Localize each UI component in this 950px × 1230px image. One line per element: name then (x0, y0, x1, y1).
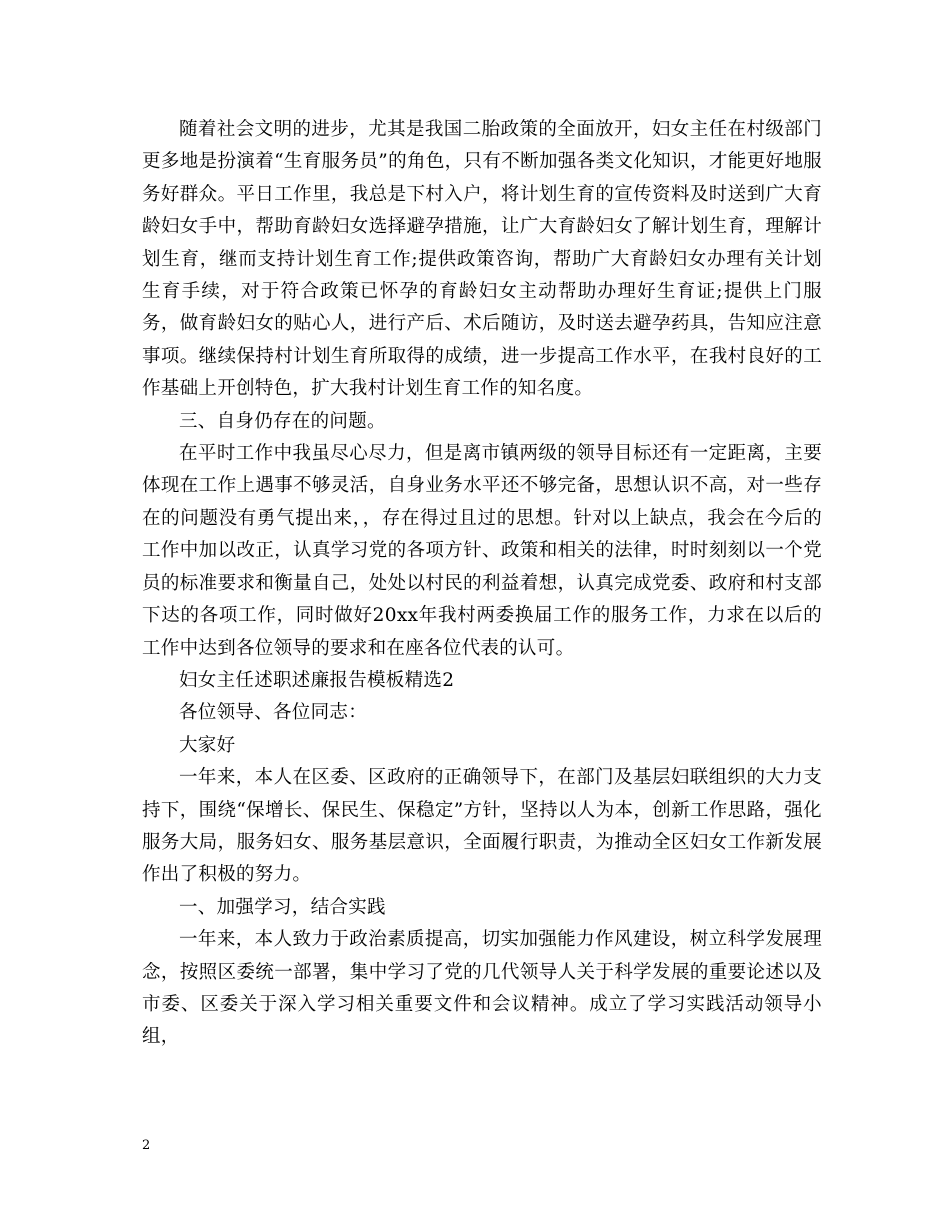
document-body (142, 114, 822, 1054)
paragraph-shortcomings: 在平时工作中我虽尽心尽力，但是离市镇两级的领导目标还有一定距离，主要体现在工作上遇事不够灵活，自身业务水平还不够完备，思想认识不高，对一些存在的问题没有勇气提出来，，存在得过且过的思想。针对以上缺点，我会在今后的工作中加以改正，认真学习党的各项方针、政策和相关的法律，时时刻刻以一个党员的标准要求和衡量自己，处处以村民的利益着想，认真完成党委、政府和村支部下达的各项工作，同时做好20xx年我村两委换届工作的服务工作，力求在以后的工作中达到各位领导的要求和在座各位代表的认可。 (142, 443, 822, 659)
paragraph-year-summary: 一年来，本人在区委、区政府的正确领导下，在部门及基层妇联组织的大力支持下，围绕“保增长、保民生、保稳定”方针，坚持以人为本，创新工作思路，强化服务大局，服务妇女、服务基层意识，全面履行职责，为推动全区妇女工作新发展作出了积极的努力。 (142, 767, 822, 886)
greeting: 大家好 (179, 734, 236, 756)
section-title-report-2: 妇女主任述职述廉报告模板精选2 (179, 669, 455, 691)
heading-study-practice: 一、加强学习，结合实践 (179, 896, 386, 918)
paragraph-political-study: 一年来，本人致力于政治素质提高，切实加强能力作风建设，树立科学发展理念，按照区委统一部署，集中学习了党的几代领导人关于科学发展的重要论述以及市委、区委关于深入学习相关重要文件和会议精神。成立了学习实践活动领导小组， (142, 929, 822, 1048)
heading-existing-problems: 三、自身仍存在的问题。 (179, 410, 386, 432)
page-number: 2 (142, 1138, 151, 1153)
salutation: 各位领导、各位同志： (179, 702, 368, 724)
paragraph-family-planning-service: 随着社会文明的进步，尤其是我国二胎政策的全面放开，妇女主任在村级部门更多地是扮演着“生育服务员”的角色，只有不断加强各类文化知识，才能更好地服务好群众。平日工作里，我总是下村入户，将计划生育的宣传资料及时送到广大育龄妇女手中，帮助育龄妇女选择避孕措施，让广大育龄妇女了解计划生育，理解计划生育，继而支持计划生育工作;提供政策咨询，帮助广大育龄妇女办理有关计划生育手续，对于符合政策已怀孕的育龄妇女主动帮助办理好生育证;提供上门服务，做育龄妇女的贴心人，进行产后、术后随访，及时送去避孕药具，告知应注意事项。继续保持村计划生育所取得的成绩，进一步提高工作水平，在我村良好的工作基础上开创特色，扩大我村计划生育工作的知名度。 (142, 119, 822, 400)
